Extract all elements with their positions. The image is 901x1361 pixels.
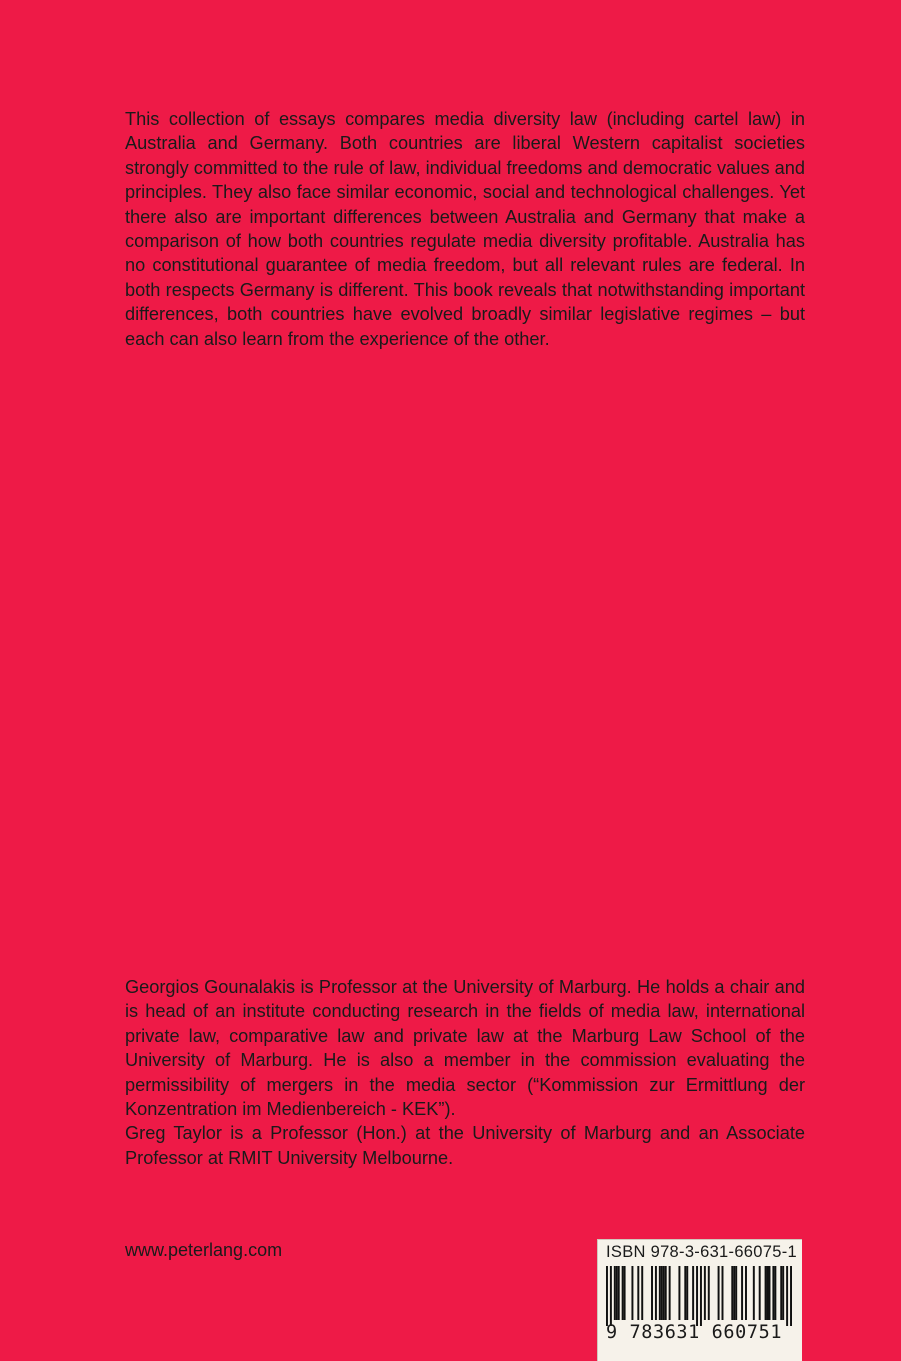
author-bio-gounalakis: Georgios Gounalakis is Professor at the University of Marburg. He holds a chair and is head of an institute conducting research in the fields of media law, international private law, comparative law and private law at the Marburg Law School of the University of Marburg. He is also a member in the commission evaluating the permissibility of mergers in the media sector (“Kommission zur Ermittlung der Konzentration im Medienbereich - KEK”). [125, 977, 805, 1120]
barcode-bar [759, 1266, 761, 1320]
author-bios [125, 975, 805, 1170]
publisher-website[interactable]: www.peterlang.com [125, 1240, 283, 1260]
barcode-bar [651, 1266, 653, 1320]
barcode-bar [684, 1266, 686, 1320]
barcode-bar [659, 1266, 661, 1320]
back-cover-description [125, 107, 805, 351]
barcode-bar [765, 1266, 767, 1320]
barcode-bar [618, 1266, 620, 1320]
barcode-bar [708, 1266, 710, 1320]
barcode-bar [718, 1266, 720, 1320]
ean13-barcode-icon [606, 1266, 792, 1326]
barcode-bar [769, 1266, 771, 1320]
barcode-bar [733, 1266, 735, 1320]
barcode-bar [641, 1266, 643, 1320]
barcode-bar [624, 1266, 626, 1320]
barcode-bar [753, 1266, 755, 1320]
barcode-bar [610, 1266, 612, 1326]
barcode-bar [782, 1266, 784, 1320]
barcode-bar [735, 1266, 737, 1320]
barcode-bar [790, 1266, 792, 1326]
barcode-bar [661, 1266, 663, 1320]
barcode-bar [767, 1266, 769, 1320]
author-bio-taylor: Greg Taylor is a Professor (Hon.) at the University of Marburg and an Associate Professor at RMIT University Melbourne. [125, 1123, 805, 1168]
barcode-bar [606, 1266, 608, 1326]
barcode-bar [665, 1266, 667, 1320]
barcode-bar [772, 1266, 774, 1320]
barcode-bar [780, 1266, 782, 1320]
barcode-bar [741, 1266, 743, 1320]
barcode-bar [622, 1266, 624, 1320]
barcode-bar [731, 1266, 733, 1320]
barcode-bar [678, 1266, 680, 1320]
description-text: This collection of essays compares media diversity law (including cartel law) in Australia and Germany. Both countries are liberal Western capitalist societies strongly committed to the rule of law, individual freedoms and democratic values and principles. They also face similar economic, social and technological challenges. Yet there also are important differences between Australia and Germany that make a comparison of how both countries regulate media diversity profitable. Australia has no constitutional guarantee of media freedom, but all relevant rules are federal. In both respects Germany is different. This book reveals that notwithstanding important differences, both countries have evolved broadly similar legislative regimes – but each can also learn from the experience of the other. [125, 109, 805, 349]
barcode-bar [722, 1266, 724, 1320]
barcode-bar [774, 1266, 776, 1320]
barcode-bar [637, 1266, 639, 1320]
barcode-bar [696, 1266, 698, 1326]
barcode-bar [786, 1266, 788, 1326]
barcode-bar [669, 1266, 671, 1320]
isbn-block [597, 1239, 802, 1361]
isbn-label: ISBN 978-3-631-66075-1 [606, 1243, 797, 1261]
barcode-bar [614, 1266, 616, 1320]
barcode-bar [631, 1266, 633, 1320]
barcode-bar [692, 1266, 694, 1320]
barcode-bar [745, 1266, 747, 1320]
barcode-bar [655, 1266, 657, 1320]
barcode-bar [686, 1266, 688, 1320]
barcode-bar [616, 1266, 618, 1320]
barcode-bar [704, 1266, 706, 1320]
barcode-bar [663, 1266, 665, 1320]
barcode-bar [700, 1266, 702, 1326]
isbn-digits: 9 783631 660751 [606, 1322, 783, 1343]
